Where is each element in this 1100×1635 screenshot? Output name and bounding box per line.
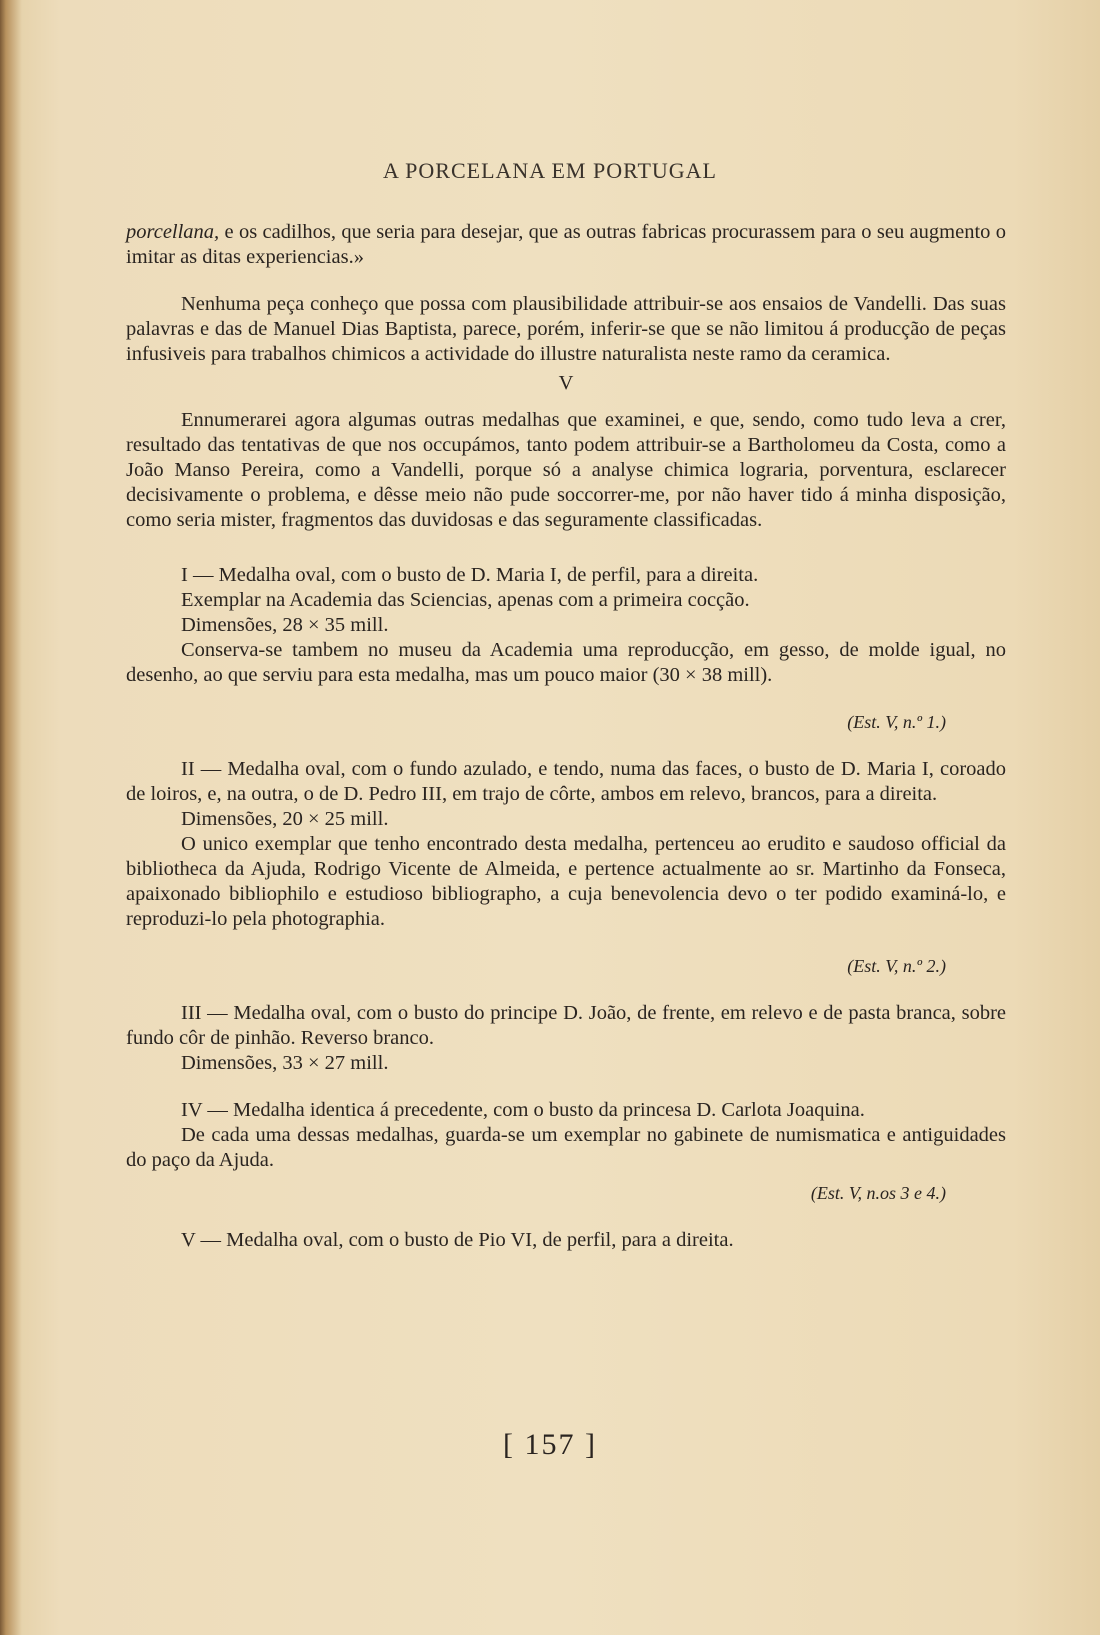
item-2-note: O unico exemplar que tenho encontrado desta medalha, pertenceu ao erudito e saudoso official da bibliotheca da Ajuda, Rodrigo Vicente de Almeida, e pertence actualmente ao sr. Martinho da Fonseca, apaixonado bibliophilo e estudioso bibliographo, a cuja benevolencia devo o ter podido examiná-lo, e reproduzi-lo pela photographia. [126,833,1006,930]
item-4-reference: (Est. V, n.os 3 e 4.) [810,1183,946,1203]
item-1-note: Conserva-se tambem no museu da Academia uma reproducção, em gesso, de molde igual, no desenho, ao que serviu para esta medalha, mas um pouco maior (30 × 38 mill). [126,639,1006,686]
item-4-note: De cada uma dessas medalhas, guarda-se um exemplar no gabinete de numismatica e antiguidades do paço da Ajuda. [126,1124,1006,1171]
italic-word: porcellana, [126,221,220,243]
item-2-title: II — Medalha oval, com o fundo azulado, e tendo, numa das faces, o busto de D. Maria I, coroado de loiros, e, na outra, o de D. Pedro III, em trajo de côrte, ambos em relevo, brancos, para a direita. [126,758,1006,805]
paragraph-1 [126,220,1006,270]
item-3-dimensions: Dimensões, 33 × 27 mill. [181,1052,389,1074]
item-1-title: I — Medalha oval, com o busto de D. Maria I, de perfil, para a direita. [181,564,759,586]
paragraph-1-text: e os cadilhos, que seria para desejar, que as outras fabricas procurassem para o seu augmento o imitar as ditas experiencias.» [126,221,1006,268]
page-number: [ 157 ] [503,1428,597,1461]
item-1-exemplar: Exemplar na Academia das Sciencias, apenas com a primeira cocção. [181,589,750,611]
section-heading: V [558,372,574,394]
running-head: A PORCELANA EM PORTUGAL [383,158,717,183]
paragraph-2: Nenhuma peça conheço que possa com plausibilidade attribuir-se aos ensaios de Vandelli. Das suas palavras e das de Manuel Dias Baptista, parece, porém, inferir-se que se não limitou á producção de peças infusiveis para trabalhos chimicos a actividade do illustre naturalista neste ramo da ceramica. [126,293,1006,365]
paragraph-3: Ennumerarei agora algumas outras medalhas que examinei, e que, sendo, como tudo leva a crer, resultado das tentativas de que nos occupámos, tanto podem attribuir-se a Bartholomeu da Costa, como a João Manso Pereira, como a Vandelli, porque só a analyse chimica lograria, porventura, esclarecer decisivamente o problema, e dêsse meio não pude soccorrer-me, por não haver tido á minha disposição, como seria mister, fragmentos das duvidosas e das seguramente classificadas. [126,409,1006,531]
item-2-reference: (Est. V, n.º 2.) [847,956,946,976]
item-2-dimensions: Dimensões, 20 × 25 mill. [181,808,389,830]
item-5-title: V — Medalha oval, com o busto de Pio VI, de perfil, para a direita. [181,1229,734,1251]
item-1-dimensions: Dimensões, 28 × 35 mill. [181,614,389,636]
item-3-title: III — Medalha oval, com o busto do principe D. João, de frente, em relevo e de pasta branca, sobre fundo côr de pinhão. Reverso branco. [126,1002,1006,1049]
item-4-title: IV — Medalha identica á precedente, com o busto da princesa D. Carlota Joaquina. [181,1099,865,1121]
item-1-reference: (Est. V, n.º 1.) [847,712,946,732]
body-text [126,220,1006,1253]
